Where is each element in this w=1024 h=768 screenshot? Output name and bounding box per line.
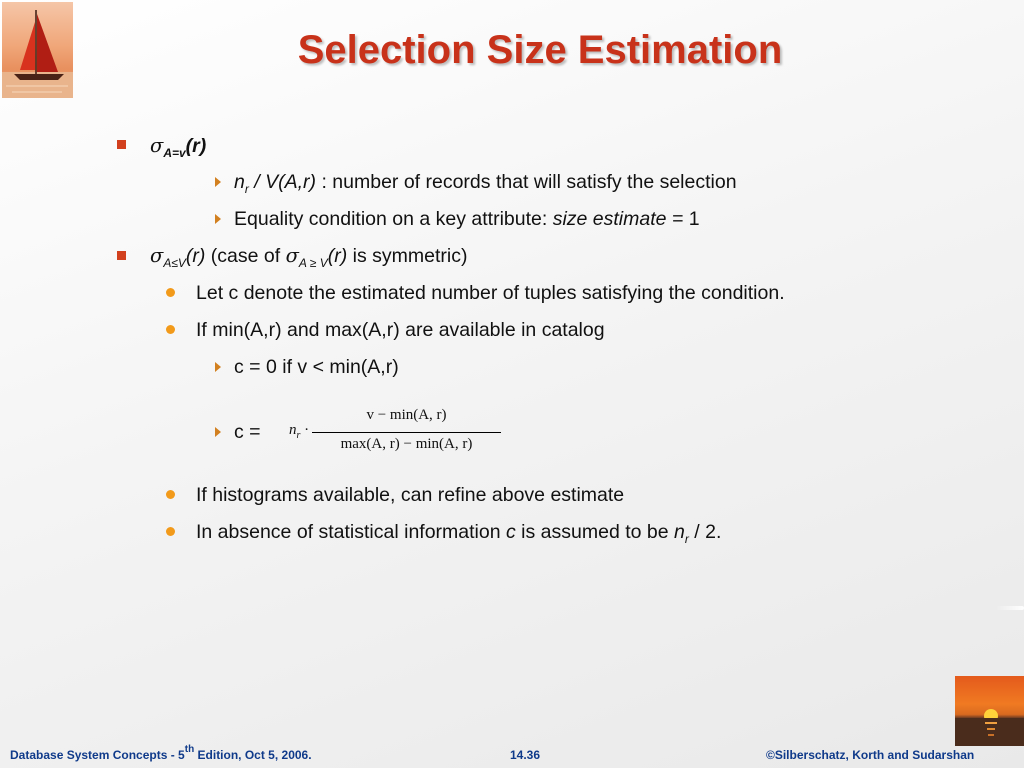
sigma-symbol: σ — [150, 244, 164, 267]
footer-copyright: ©Silberschatz, Korth and Sudarshan — [766, 748, 975, 762]
c-symbol: c — [506, 521, 516, 543]
bullet-text: is assumed to be — [515, 521, 674, 543]
dot-bullet-icon — [166, 490, 175, 499]
arrow-bullet-icon — [215, 427, 221, 437]
sigma-symbol: σ — [150, 134, 164, 157]
fraction-bar — [312, 432, 501, 433]
formula-denominator: max(A, r) − min(A, r) — [340, 436, 473, 452]
footer-edition-sup: th — [184, 744, 195, 755]
sub-bullet-key-attribute — [234, 207, 700, 231]
footer-title-text: Database System Concepts - 5 — [10, 748, 185, 762]
bullet-sigma-leq — [150, 244, 467, 270]
size-estimate-value: 1 — [688, 208, 700, 230]
formula-nr: n — [289, 422, 297, 438]
sigma-argument: (r) — [185, 135, 207, 157]
sigma-symbol: σ — [285, 244, 299, 267]
decorative-swoosh — [996, 606, 1024, 610]
size-estimate-label: size estimate = — [552, 208, 689, 230]
sigma-argument: (r) — [327, 245, 348, 267]
sub-bullet-text: c = 0 if v < min(A,r) — [234, 356, 399, 378]
nr-subscript: r — [244, 182, 249, 196]
estimate-formula — [287, 405, 503, 461]
nr-subscript: r — [684, 532, 689, 546]
bullet-text: (case of — [205, 245, 286, 267]
sub-bullet-nr-div-v — [234, 170, 737, 196]
nr-symbol: n — [674, 521, 685, 543]
arrow-bullet-icon — [215, 362, 221, 372]
dot-bullet-text: If min(A,r) and max(A,r) are available in catalog — [196, 319, 605, 341]
slide-title: Selection Size Estimation — [297, 28, 783, 72]
bullet-sigma-equality — [150, 134, 206, 160]
sub-bullet-text: : number of records that will satisfy the selection — [316, 171, 737, 193]
sigma-subscript: A ≥ V — [298, 256, 328, 270]
square-bullet-icon — [117, 251, 126, 260]
dot-bullet-icon — [166, 325, 175, 334]
footer-page-number: 14.36 — [510, 748, 541, 762]
sub-bullet-text: Equality condition on a key attribute: — [234, 208, 553, 230]
nr-symbol: n — [234, 171, 245, 193]
dot-bullet-icon — [166, 288, 175, 297]
sub-bullet-text: c = — [234, 421, 261, 443]
arrow-bullet-icon — [215, 177, 221, 187]
formula-nr-subscript: r — [296, 430, 301, 441]
formula-dot: · — [300, 422, 310, 438]
dot-bullet-text: Let c denote the estimated number of tuples satisfying the condition. — [196, 282, 785, 304]
footer-book-title — [10, 744, 312, 762]
sigma-subscript: A=v — [163, 146, 186, 160]
footer-title-end: Edition, Oct 5, 2006. — [194, 748, 312, 762]
v-function: / V(A,r) — [248, 171, 317, 193]
dot-bullet-absence — [196, 520, 721, 546]
dot-bullet-icon — [166, 527, 175, 536]
sigma-argument: (r) — [185, 245, 206, 267]
arrow-bullet-icon — [215, 214, 221, 224]
formula-numerator: v − min(A, r) — [366, 407, 447, 423]
bullet-text: / 2. — [688, 521, 722, 543]
bullet-text: In absence of statistical information — [196, 521, 506, 543]
sigma-subscript: A≤V — [163, 256, 186, 270]
bullet-text: is symmetric) — [347, 245, 468, 267]
formula-prefix — [289, 422, 309, 439]
square-bullet-icon — [117, 140, 126, 149]
sunset-image — [955, 676, 1024, 746]
dot-bullet-text: If histograms available, can refine above estimate — [196, 484, 625, 506]
